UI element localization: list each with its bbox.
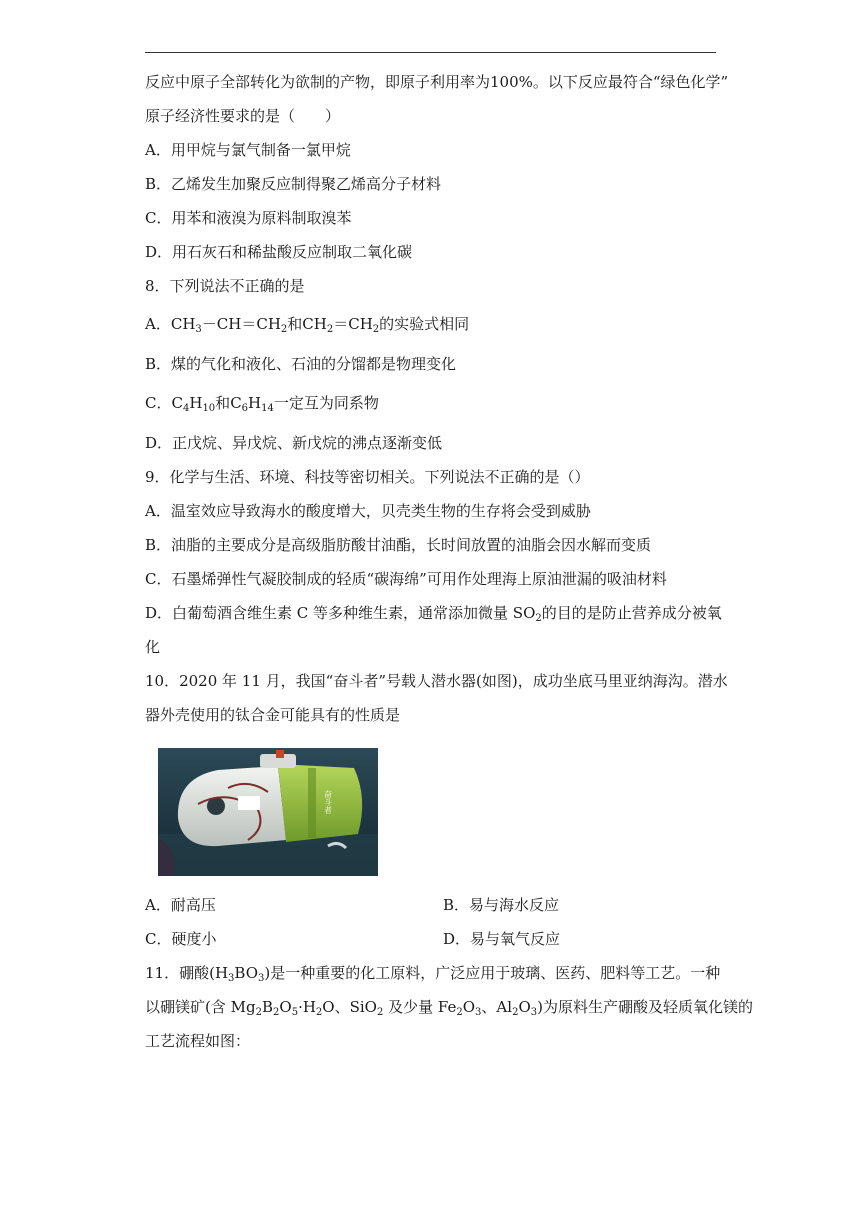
q11-stem-line-2: 以硼镁矿(含 $Mg_2B_2O_5\cdot H_2O$、SiO$_2$ 及少量 $Fe_2O_3$、$Al_2O_3$)为原料生产硼酸及轻质氧化镁的 — [145, 998, 753, 1018]
q7-option-c: C．用苯和液溴为原料制取溴苯 — [145, 209, 352, 227]
q9-option-c: C．石墨烯弹性气凝胶制成的轻质“碳海绵”可用作处理海上原油泄漏的吸油材料 — [145, 570, 667, 588]
q8-option-d: D．正戊烷、异戊烷、新戊烷的沸点逐渐变低 — [145, 434, 443, 452]
hull-label: 奋斗者 — [323, 790, 333, 814]
formula-ethene: $CH_2=CH_2$ — [302, 315, 380, 335]
formula-butane: $C_4H_{10}$ — [171, 394, 216, 414]
q8-option-a: A．$CH_3-CH=CH_2$和$CH_2=CH_2$的实验式相同 — [145, 315, 470, 335]
formula-propene: $CH_3-CH=CH_2$ — [170, 315, 288, 335]
q10-option-a: A．耐高压 — [145, 896, 216, 914]
q7-option-a: A．用甲烷与氯气制备一氯甲烷 — [145, 141, 351, 159]
q10-option-c: C．硬度小 — [145, 930, 217, 948]
q8-option-b: B．煤的气化和液化、石油的分馏都是物理变化 — [145, 355, 457, 373]
q7-option-b: B．乙烯发生加聚反应制得聚乙烯高分子材料 — [145, 175, 442, 193]
q10-option-d: D．易与氧气反应 — [443, 930, 561, 948]
q10-stem-line-1: 10．2020 年 11 月，我国“奋斗者”号载人潜水器(如图)，成功坐底马里亚纳海沟。潜水 — [145, 672, 728, 690]
header-rule — [145, 52, 716, 53]
q7-option-d: D．用石灰石和稀盐酸反应制取二氧化碳 — [145, 243, 413, 261]
q9-option-a: A．温室效应导致海水的酸度增大，贝壳类生物的生存将会受到威胁 — [145, 502, 591, 520]
q9-option-d: D．白葡萄酒含维生素 C 等多种维生素，通常添加微量 $SO_2$的目的是防止营养成分被氧 — [145, 604, 722, 624]
q9-option-b: B．油脂的主要成分是高级脂肪酸甘油酯，长时间放置的油脂会因水解而变质 — [145, 536, 652, 554]
q10-stem-line-2: 器外壳使用的钛合金可能具有的性质是 — [145, 706, 401, 724]
submersible-illustration — [158, 748, 378, 876]
submersible-photo — [158, 748, 378, 876]
intro-line-1: 反应中原子全部转化为欲制的产物，即原子利用率为100%。以下反应最符合“绿色化学” — [145, 73, 729, 91]
q8-option-c: C．$C_4H_{10}$和$C_6H_{14}$一定互为同系物 — [145, 394, 379, 414]
q8-stem: 8．下列说法不正确的是 — [145, 277, 305, 295]
q10-option-b: B．易与海水反应 — [443, 896, 560, 914]
q11-stem-line-1: 11．硼酸$(H_3BO_3)$是一种重要的化工原料，广泛应用于玻璃、医药、肥料等工艺。一种 — [145, 964, 721, 984]
q9-stem: 9．化学与生活、环境、科技等密切相关。下列说法不正确的是（） — [145, 468, 590, 486]
q9-option-d-continued: 化 — [145, 638, 161, 656]
q11-stem-line-3: 工艺流程如图： — [145, 1032, 251, 1050]
formula-hexane: $C_6H_{14}$ — [230, 394, 274, 414]
intro-line-2: 原子经济性要求的是（ ） — [145, 107, 341, 125]
